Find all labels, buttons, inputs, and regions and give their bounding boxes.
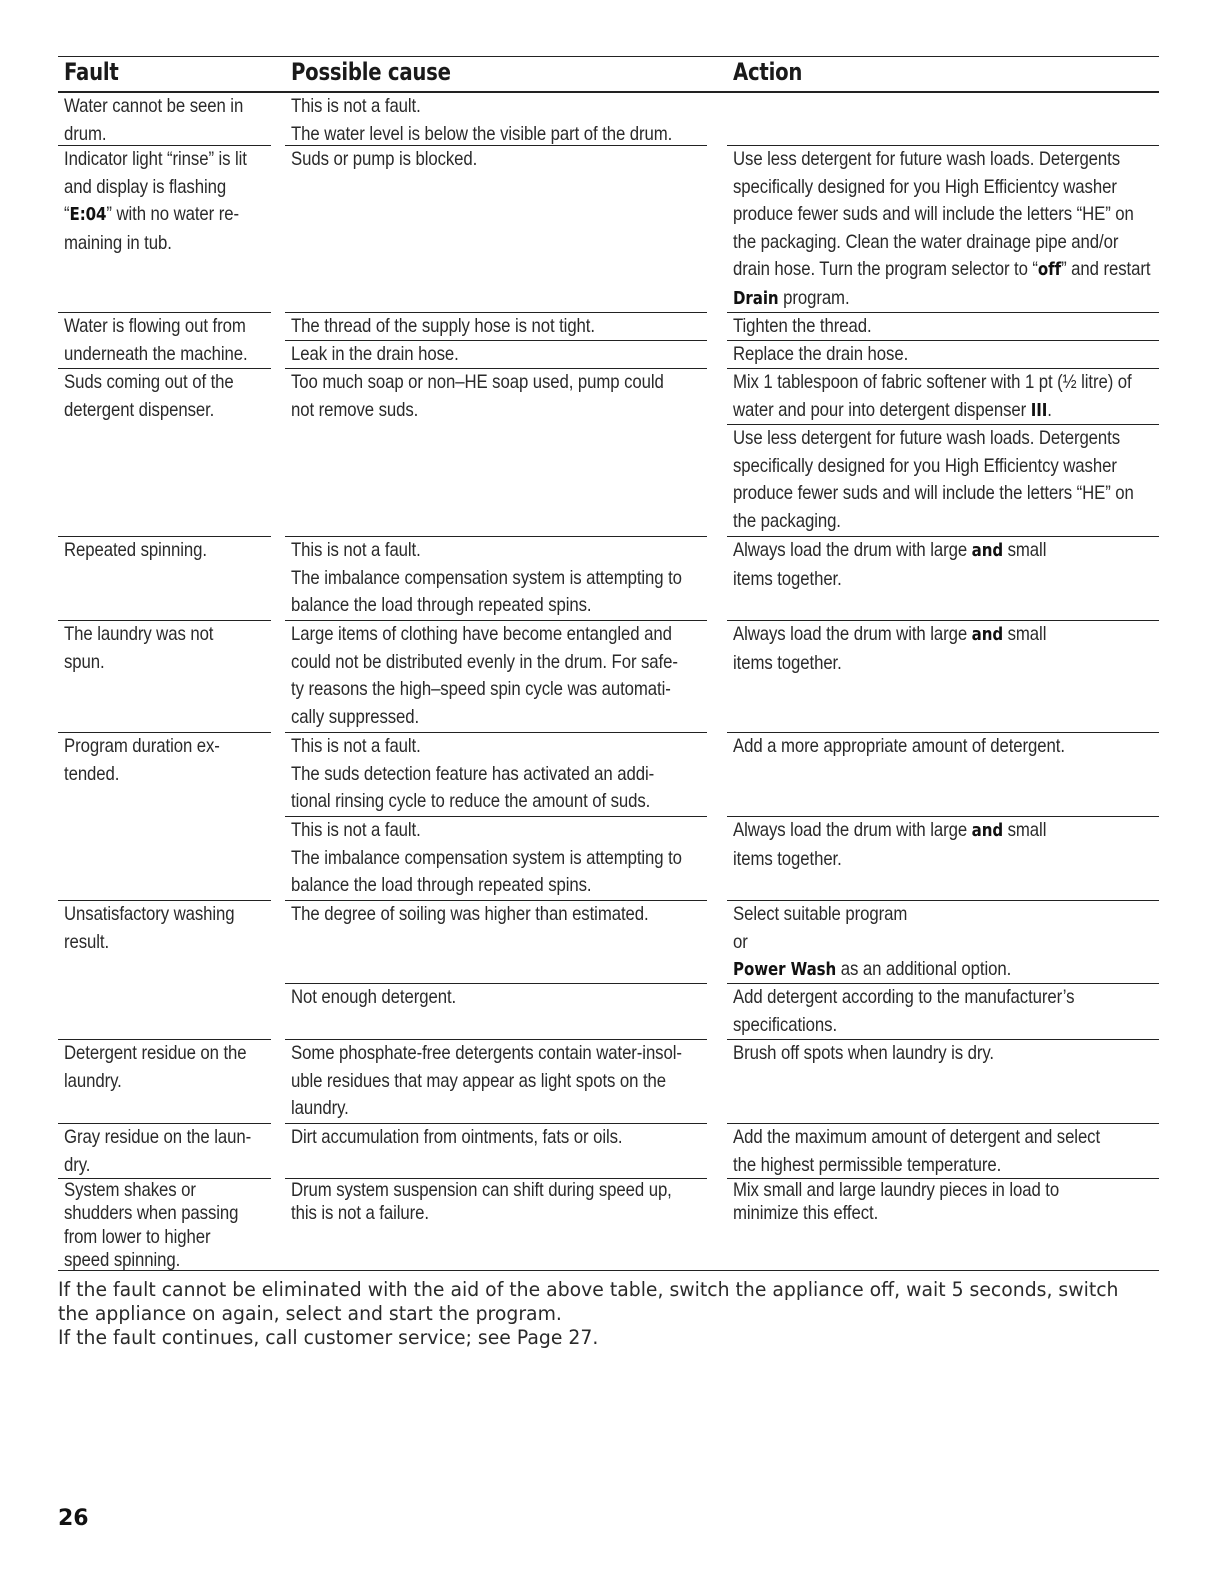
cause-cell: The thread of the supply hose is not tight. <box>291 315 595 337</box>
fault-cell: Repeated spinning. <box>64 539 207 561</box>
table-row <box>58 536 1159 620</box>
table-row <box>58 620 1159 732</box>
table-row <box>58 368 1159 536</box>
cause-cell: This is not a fault. The suds detection feature has activated an addi- tional rinsing cycle to reduce the amount of suds. <box>291 735 655 813</box>
fault-cell: Program duration ex- tended. <box>64 735 220 785</box>
table-bottom-rule <box>58 1270 1159 1271</box>
cause-cell: Not enough detergent. <box>291 986 457 1008</box>
table-row <box>58 1178 1159 1274</box>
fault-cell: Detergent residue on the laundry. <box>64 1042 247 1092</box>
cause-cell: Suds or pump is blocked. <box>291 148 478 170</box>
table-row <box>58 900 1159 1039</box>
action-cell: Select suitable program or Power Wash as an additional option. <box>733 903 1012 981</box>
table-row <box>58 732 1159 900</box>
table-row <box>58 145 1159 312</box>
action-cell: Always load the drum with large and small items together. <box>733 819 1047 870</box>
fault-cell: The laundry was not spun. <box>64 623 214 673</box>
cause-cell: This is not a fault. The imbalance compensation system is attempting to balance the load through repeated spins. <box>291 819 682 897</box>
table-row <box>58 312 1159 368</box>
header-action: Action <box>733 58 803 86</box>
cause-cell: This is not a fault. The water level is below the visible part of the drum. <box>291 95 673 145</box>
cause-cell: This is not a fault. The imbalance compensation system is attempting to balance the load through repeated spins. <box>291 539 682 617</box>
cause-cell: Too much soap or non–HE soap used, pump could not remove suds. <box>291 371 664 421</box>
action-cell: Mix small and large laundry pieces in load to minimize this effect. <box>733 1179 1060 1225</box>
table-row <box>58 1123 1159 1178</box>
cause-cell: Leak in the drain hose. <box>291 343 459 365</box>
action-cell: Brush off spots when laundry is dry. <box>733 1042 995 1064</box>
table-row <box>58 1039 1159 1123</box>
action-cell: Add detergent according to the manufacturer’s specifications. <box>733 986 1075 1036</box>
action-cell: Mix 1 tablespoon of fabric softener with 1 pt (½ litre) of water and pour into detergent dispenser III. <box>733 371 1132 421</box>
cause-cell: Dirt accumulation from ointments, fats or oils. <box>291 1126 623 1148</box>
footer-line-2: If the fault continues, call customer service; see Page 27. <box>58 1326 599 1349</box>
troubleshooting-table <box>58 56 1159 1274</box>
action-cell: Always load the drum with large and small items together. <box>733 539 1047 590</box>
fault-cell: Gray residue on the laun- dry. <box>64 1126 252 1176</box>
cause-cell: Drum system suspension can shift during speed up, this is not a failure. <box>291 1179 672 1225</box>
table-header <box>58 57 1159 93</box>
cause-cell: Some phosphate-free detergents contain water-insol- uble residues that may appear as light spots on the laundry. <box>291 1042 682 1120</box>
action-cell: Add a more appropriate amount of detergent. <box>733 735 1065 757</box>
fault-cell: Suds coming out of the detergent dispenser. <box>64 371 234 421</box>
action-cell: Add the maximum amount of detergent and select the highest permissible temperature. <box>733 1126 1101 1176</box>
fault-cell: System shakes or shudders when passing from lower to higher speed spinning. <box>64 1179 239 1272</box>
action-cell: Use less detergent for future wash loads. Detergents specifically designed for you High Efficientcy washer produce fewer suds and will include the letters “HE” on the packaging. <box>733 427 1134 532</box>
fault-cell: Water cannot be seen in drum. <box>64 95 244 145</box>
fault-cell: Water is flowing out from underneath the machine. <box>64 315 248 365</box>
fault-cell: Indicator light “rinse” is lit and display is flashing “E:04” with no water re- maining in tub. <box>64 148 247 254</box>
page-number: 26 <box>58 1506 89 1531</box>
action-cell: Use less detergent for future wash loads. Detergents specifically designed for you High Efficientcy washer produce fewer suds and will include the letters “HE” on the packaging. Clean the water drainage pipe and/or drain hose. Turn the program selector to “off” and restart Drain program. <box>733 148 1151 309</box>
action-cell: Tighten the thread. <box>733 315 872 337</box>
header-possible-cause: Possible cause <box>291 58 451 86</box>
footer-line-1: If the fault cannot be eliminated with the aid of the above table, switch the appliance off, wait 5 seconds, switch the appliance on again, select and start the program. <box>58 1278 1119 1325</box>
action-cell: Always load the drum with large and small items together. <box>733 623 1047 674</box>
cause-cell: Large items of clothing have become entangled and could not be distributed evenly in the drum. For safe- ty reasons the high–speed spin cycle was automati- cally suppressed. <box>291 623 678 728</box>
cause-cell: The degree of soiling was higher than estimated. <box>291 903 649 925</box>
footer-note <box>58 1278 1129 1350</box>
header-fault: Fault <box>64 58 119 86</box>
table-row <box>58 93 1159 145</box>
fault-cell: Unsatisfactory washing result. <box>64 903 235 953</box>
action-cell: Replace the drain hose. <box>733 343 909 365</box>
